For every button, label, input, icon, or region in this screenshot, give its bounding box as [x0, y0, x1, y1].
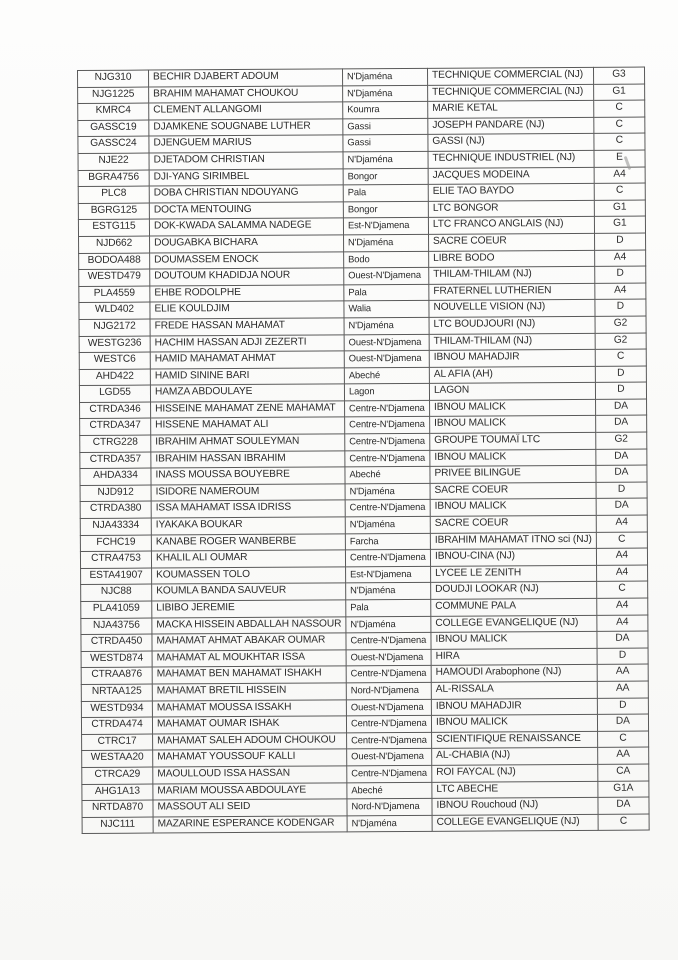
candidate-name: HAMID SININE BARI [150, 368, 344, 386]
exam-center: Pala [344, 284, 429, 301]
results-table [77, 67, 650, 835]
candidate-code: CTRDA380 [80, 501, 151, 518]
school-name: LTC FRANCO ANGLAIS (NJ) [428, 217, 594, 235]
school-name: IBNOU MALICK [430, 449, 596, 467]
serie-grade: G1 [594, 200, 645, 217]
school-name: IBNOU-CINA (NJ) [430, 549, 596, 567]
exam-center: N'Djaména [346, 616, 431, 633]
exam-center: N'Djaména [346, 583, 431, 600]
exam-center: Centre-N'Djamena [345, 500, 430, 517]
exam-center: N'Djaména [345, 483, 430, 500]
candidate-name: DJI-YANG SIRIMBEL [149, 168, 343, 186]
candidate-name: MAHAMAT OUMAR ISHAK [152, 716, 346, 734]
exam-center: Lagon [344, 384, 429, 401]
candidate-name: DOCTA MENTOUING [149, 202, 343, 220]
exam-center: Bodo [344, 251, 429, 268]
candidate-code: PLC8 [78, 186, 149, 203]
exam-center: Pala [346, 599, 431, 616]
candidate-code: CTRDA357 [80, 452, 151, 469]
school-name: NOUVELLE VISION (NJ) [429, 300, 595, 318]
school-name: THILAM-THILAM (NJ) [429, 333, 595, 351]
school-name: TECHNIQUE INDUSTRIEL (NJ) [428, 150, 594, 168]
candidate-code: AHD422 [79, 369, 150, 386]
school-name: GROUPE TOUMAÏ LTC [430, 432, 596, 450]
school-name: LTC BOUDJOURI (NJ) [429, 316, 595, 334]
candidate-name: DOK-KWADA SALAMMA NADEGE [149, 218, 343, 236]
candidate-code: WESTAA20 [82, 750, 153, 767]
table-row [82, 814, 649, 834]
candidate-name: IBRAHIM AHMAT SOULEYMAN [151, 434, 345, 452]
candidate-code: CTRDA347 [80, 419, 151, 436]
exam-center: N'Djaména [344, 317, 429, 334]
candidate-name: MAHAMAT BEN MAHAMAT ISHAKH [152, 666, 346, 684]
serie-grade: G2 [595, 316, 646, 333]
exam-center: N'Djaména [343, 85, 428, 102]
candidate-name: FREDE HASSAN MAHAMAT [150, 318, 344, 336]
school-name: SCIENTIFIQUE RENAISSANCE [432, 731, 598, 749]
serie-grade: D [597, 648, 648, 665]
serie-grade: G2 [595, 333, 646, 350]
serie-grade: DA [595, 399, 646, 416]
exam-center: Ouest-N'Djamena [346, 649, 431, 666]
candidate-name: CLEMENT ALLANGOMI [149, 102, 343, 120]
candidate-name: KHALIL ALI OUMAR [151, 550, 345, 568]
school-name: HAMOUDI Arabophone (NJ) [431, 665, 597, 683]
candidate-code: WESTC6 [79, 352, 150, 369]
serie-grade: A4 [596, 515, 647, 532]
exam-center: Bongor [343, 168, 428, 185]
candidate-name: HISSENE MAHAMAT ALI [151, 417, 345, 435]
exam-center: Walia [344, 301, 429, 318]
serie-grade: G3 [593, 67, 644, 84]
school-name: IBNOU MALICK [430, 416, 596, 434]
school-name: TECHNIQUE COMMERCIAL (NJ) [428, 84, 594, 102]
serie-grade: A4 [596, 565, 647, 582]
school-name: LTC ABECHE [432, 781, 598, 799]
serie-grade: A4 [595, 283, 646, 300]
school-name: IBNOU MALICK [431, 632, 597, 650]
exam-center: Centre-N'Djamena [347, 732, 432, 749]
exam-center: N'Djaména [343, 151, 428, 168]
school-name: AL AFIA (AH) [429, 366, 595, 384]
candidate-name: MAOULLOUD ISSA HASSAN [153, 766, 347, 784]
candidate-code: WESTD874 [81, 651, 152, 668]
school-name: THILAM-THILAM (NJ) [429, 266, 595, 284]
exam-center: Centre-N'Djamena [346, 716, 431, 733]
school-name: JACQUES MODEINA [428, 167, 594, 185]
candidate-name: MAHAMAT SALEH ADOUM CHOUKOU [153, 733, 347, 751]
exam-center: Ouest-N'Djamena [344, 334, 429, 351]
serie-grade: A4 [594, 167, 645, 184]
exam-center: Nord-N'Djamena [346, 682, 431, 699]
school-name: IBNOU Rouchoud (NJ) [432, 797, 598, 815]
candidate-name: DOUGABKA BICHARA [150, 235, 344, 253]
exam-center: Ouest-N'Djamena [346, 699, 431, 716]
candidate-code: NJE22 [78, 153, 149, 170]
exam-center: Pala [343, 185, 428, 202]
candidate-name: DJETADOM CHRISTIAN [149, 152, 343, 170]
exam-center: Centre-N'Djamena [345, 450, 430, 467]
serie-grade: AA [597, 664, 648, 681]
candidate-code: LGD55 [79, 385, 150, 402]
candidate-name: HAMZA ABDOULAYE [150, 384, 344, 402]
serie-grade: A4 [597, 615, 648, 632]
candidate-name: KANABE ROGER WANBERBE [151, 533, 345, 551]
candidate-name: MAHAMAT YOUSSOUF KALLI [153, 749, 347, 767]
exam-center: Ouest-N'Djamena [344, 267, 429, 284]
school-name: SACRE COEUR [430, 515, 596, 533]
candidate-code: WESTG236 [79, 336, 150, 353]
exam-center: Centre-N'Djamena [345, 417, 430, 434]
candidate-name: MAZARINE ESPERANCE KODENGAR [153, 816, 347, 834]
school-name: ELIE TAO BAYDO [428, 183, 594, 201]
serie-grade: DA [596, 449, 647, 466]
exam-center: Gassi [343, 118, 428, 135]
candidate-code: CTRC17 [82, 734, 153, 751]
serie-grade: G1 [593, 84, 644, 101]
candidate-name: DOBA CHRISTIAN NDOUYANG [149, 185, 343, 203]
candidate-code: CTRDA474 [81, 717, 152, 734]
serie-grade: DA [596, 498, 647, 515]
candidate-name: ISSA MAHAMAT ISSA IDRISS [151, 500, 345, 518]
serie-grade: A4 [594, 250, 645, 267]
candidate-code: CTRAA876 [81, 667, 152, 684]
school-name: PRIVEE BILINGUE [430, 466, 596, 484]
serie-grade: G2 [596, 432, 647, 449]
candidate-code: NJG310 [78, 70, 149, 87]
candidate-code: CTRA4753 [80, 551, 151, 568]
exam-center: Farcha [345, 533, 430, 550]
exam-center: Abeché [347, 782, 432, 799]
candidate-name: MASSOUT ALI SEID [153, 799, 347, 817]
candidate-name: HAMID MAHAMAT AHMAT [150, 351, 344, 369]
candidate-code: GASSC19 [78, 120, 149, 137]
school-name: MARIE KETAL [428, 101, 594, 119]
school-name: LYCEE LE ZENITH [431, 565, 597, 583]
results-table-body [78, 67, 650, 834]
serie-grade: CA [598, 764, 649, 781]
school-name: COMMUNE PALA [431, 598, 597, 616]
serie-grade: C [594, 100, 645, 117]
serie-grade: C [595, 349, 646, 366]
serie-grade: D [595, 266, 646, 283]
candidate-code: NJA43334 [80, 518, 151, 535]
school-name: LAGON [429, 383, 595, 401]
candidate-name: MAHAMAT AL MOUKHTAR ISSA [152, 650, 346, 668]
candidate-name: DJENGUEM MARIUS [149, 135, 343, 153]
candidate-code: KMRC4 [78, 103, 149, 120]
candidate-code: WLD402 [79, 302, 150, 319]
exam-center: N'Djaména [343, 234, 428, 251]
candidate-code: CTRDA346 [80, 402, 151, 419]
candidate-name: ELIE KOULDJIM [150, 301, 344, 319]
school-name: IBNOU MALICK [430, 499, 596, 517]
exam-center: Abeché [344, 367, 429, 384]
candidate-name: ISIDORE NAMEROUM [151, 484, 345, 502]
serie-grade: C [594, 183, 645, 200]
school-name: IBNOU MALICK [429, 399, 595, 417]
candidate-name: DOUTOUM KHADIDJA NOUR [150, 268, 344, 286]
candidate-code: BGRG125 [78, 203, 149, 220]
exam-center: N'Djaména [345, 516, 430, 533]
serie-grade: A4 [596, 548, 647, 565]
exam-center: Centre-N'Djamena [347, 765, 432, 782]
exam-center: Centre-N'Djamena [344, 400, 429, 417]
exam-center: Est-N'Djamena [343, 218, 428, 235]
serie-grade: G1A [598, 781, 649, 798]
school-name: IBNOU MAHADJIR [429, 349, 595, 367]
candidate-code: NJD912 [80, 485, 151, 502]
candidate-code: AHG1A13 [82, 784, 153, 801]
candidate-code: NJG1225 [78, 87, 149, 104]
serie-grade: D [595, 382, 646, 399]
exam-center: Centre-N'Djamena [346, 666, 431, 683]
candidate-code: NJD662 [79, 236, 150, 253]
candidate-code: CTRCA29 [82, 767, 153, 784]
serie-grade: C [598, 814, 649, 831]
exam-center: N'Djaména [342, 68, 427, 85]
school-name: IBNOU MALICK [431, 714, 597, 732]
school-name: IBNOU MAHADJIR [431, 698, 597, 716]
school-name: IBRAHIM MAHAMAT ITNO sci (NJ) [430, 532, 596, 550]
school-name: LTC BONGOR [428, 200, 594, 218]
exam-center: Koumra [343, 102, 428, 119]
candidate-name: MARIAM MOUSSA ABDOULAYE [153, 782, 347, 800]
serie-grade: C [594, 117, 645, 134]
serie-grade: AA [598, 747, 649, 764]
exam-center: Est-N'Djamena [346, 566, 431, 583]
serie-grade: DA [598, 797, 649, 814]
exam-center: Abeché [345, 467, 430, 484]
exam-center: Nord-N'Djamena [347, 798, 432, 815]
serie-grade: D [595, 299, 646, 316]
serie-grade: D [594, 233, 645, 250]
candidate-code: CTRG228 [80, 435, 151, 452]
candidate-name: BRAHIM MAHAMAT CHOUKOU [149, 85, 343, 103]
school-name: FRATERNEL LUTHERIEN [429, 283, 595, 301]
serie-grade: A4 [597, 598, 648, 615]
serie-grade: DA [595, 415, 646, 432]
school-name: COLLEGE EVANGELIQUE (NJ) [431, 615, 597, 633]
candidate-name: KOUMLA BANDA SAUVEUR [152, 583, 346, 601]
candidate-name: BECHIR DJABERT ADOUM [149, 69, 343, 87]
school-name: COLLEGE EVANGELIQUE (NJ) [432, 814, 598, 832]
serie-grade: AA [597, 681, 648, 698]
exam-center: Ouest-N'Djamena [347, 749, 432, 766]
candidate-name: HISSEINE MAHAMAT ZENE MAHAMAT [151, 401, 345, 419]
school-name: SACRE COEUR [430, 482, 596, 500]
school-name: ROI FAYCAL (NJ) [432, 764, 598, 782]
school-name: TECHNIQUE COMMERCIAL (NJ) [427, 67, 593, 85]
candidate-name: MAHAMAT MOUSSA ISSAKH [152, 699, 346, 717]
serie-grade: D [596, 482, 647, 499]
serie-grade: C [594, 133, 645, 150]
candidate-name: IYAKAKA BOUKAR [151, 517, 345, 535]
exam-center: Bongor [343, 201, 428, 218]
exam-center: Centre-N'Djamena [345, 550, 430, 567]
exam-center: N'Djaména [347, 815, 432, 832]
candidate-code: ESTG115 [78, 219, 149, 236]
candidate-name: LIBIBO JEREMIE [152, 600, 346, 618]
serie-grade: C [596, 532, 647, 549]
candidate-code: NJC88 [81, 584, 152, 601]
serie-grade: D [597, 698, 648, 715]
candidate-name: MAHAMAT AHMAT ABAKAR OUMAR [152, 633, 346, 651]
serie-grade: DA [597, 631, 648, 648]
candidate-code: GASSC24 [78, 136, 149, 153]
candidate-code: FCHC19 [80, 535, 151, 552]
candidate-code: CTRDA450 [81, 634, 152, 651]
candidate-name: MACKA HISSEIN ABDALLAH NASSOUR [152, 616, 346, 634]
school-name: JOSEPH PANDARE (NJ) [428, 117, 594, 135]
candidate-code: PLA41059 [81, 601, 152, 618]
serie-grade: DA [596, 465, 647, 482]
school-name: DOUDJI LOOKAR (NJ) [431, 582, 597, 600]
candidate-code: BGRA4756 [78, 170, 149, 187]
serie-grade: E [594, 150, 645, 167]
candidate-code: AHDA334 [80, 468, 151, 485]
candidate-code: NJG2172 [79, 319, 150, 336]
serie-grade: C [597, 731, 648, 748]
candidate-name: DOUMASSEM ENOCK [150, 251, 344, 269]
candidate-code: WESTD479 [79, 269, 150, 286]
candidate-code: PLA4559 [79, 286, 150, 303]
candidate-name: HACHIM HASSAN ADJI ZEZERTI [150, 334, 344, 352]
school-name: HIRA [431, 648, 597, 666]
candidate-code: NRTAA125 [81, 684, 152, 701]
exam-center: Centre-N'Djamena [346, 633, 431, 650]
candidate-name: MAHAMAT BRETIL HISSEIN [152, 683, 346, 701]
exam-center: Ouest-N'Djamena [344, 350, 429, 367]
serie-grade: C [597, 581, 648, 598]
candidate-code: NJC111 [82, 817, 153, 834]
school-name: LIBRE BODO [429, 250, 595, 268]
candidate-name: INASS MOUSSA BOUYEBRE [151, 467, 345, 485]
candidate-code: ESTA41907 [81, 568, 152, 585]
serie-grade: D [595, 366, 646, 383]
serie-grade: DA [597, 714, 648, 731]
candidate-name: IBRAHIM HASSAN IBRAHIM [151, 451, 345, 469]
candidate-code: WESTD934 [81, 701, 152, 718]
candidate-name: KOUMASSEN TOLO [152, 567, 346, 585]
candidate-name: EHBE RODOLPHE [150, 285, 344, 303]
exam-center: Centre-N'Djamena [345, 433, 430, 450]
candidate-code: NRTDA870 [82, 800, 153, 817]
candidate-code: NJA43756 [81, 618, 152, 635]
candidate-name: DJAMKENE SOUGNABE LUTHER [149, 119, 343, 137]
school-name: AL-CHABIA (NJ) [432, 748, 598, 766]
candidate-code: BODOA488 [79, 253, 150, 270]
school-name: AL-RISSALA [431, 681, 597, 699]
serie-grade: G1 [594, 216, 645, 233]
exam-center: Gassi [343, 135, 428, 152]
school-name: SACRE COEUR [428, 233, 594, 251]
school-name: GASSI (NJ) [428, 134, 594, 152]
